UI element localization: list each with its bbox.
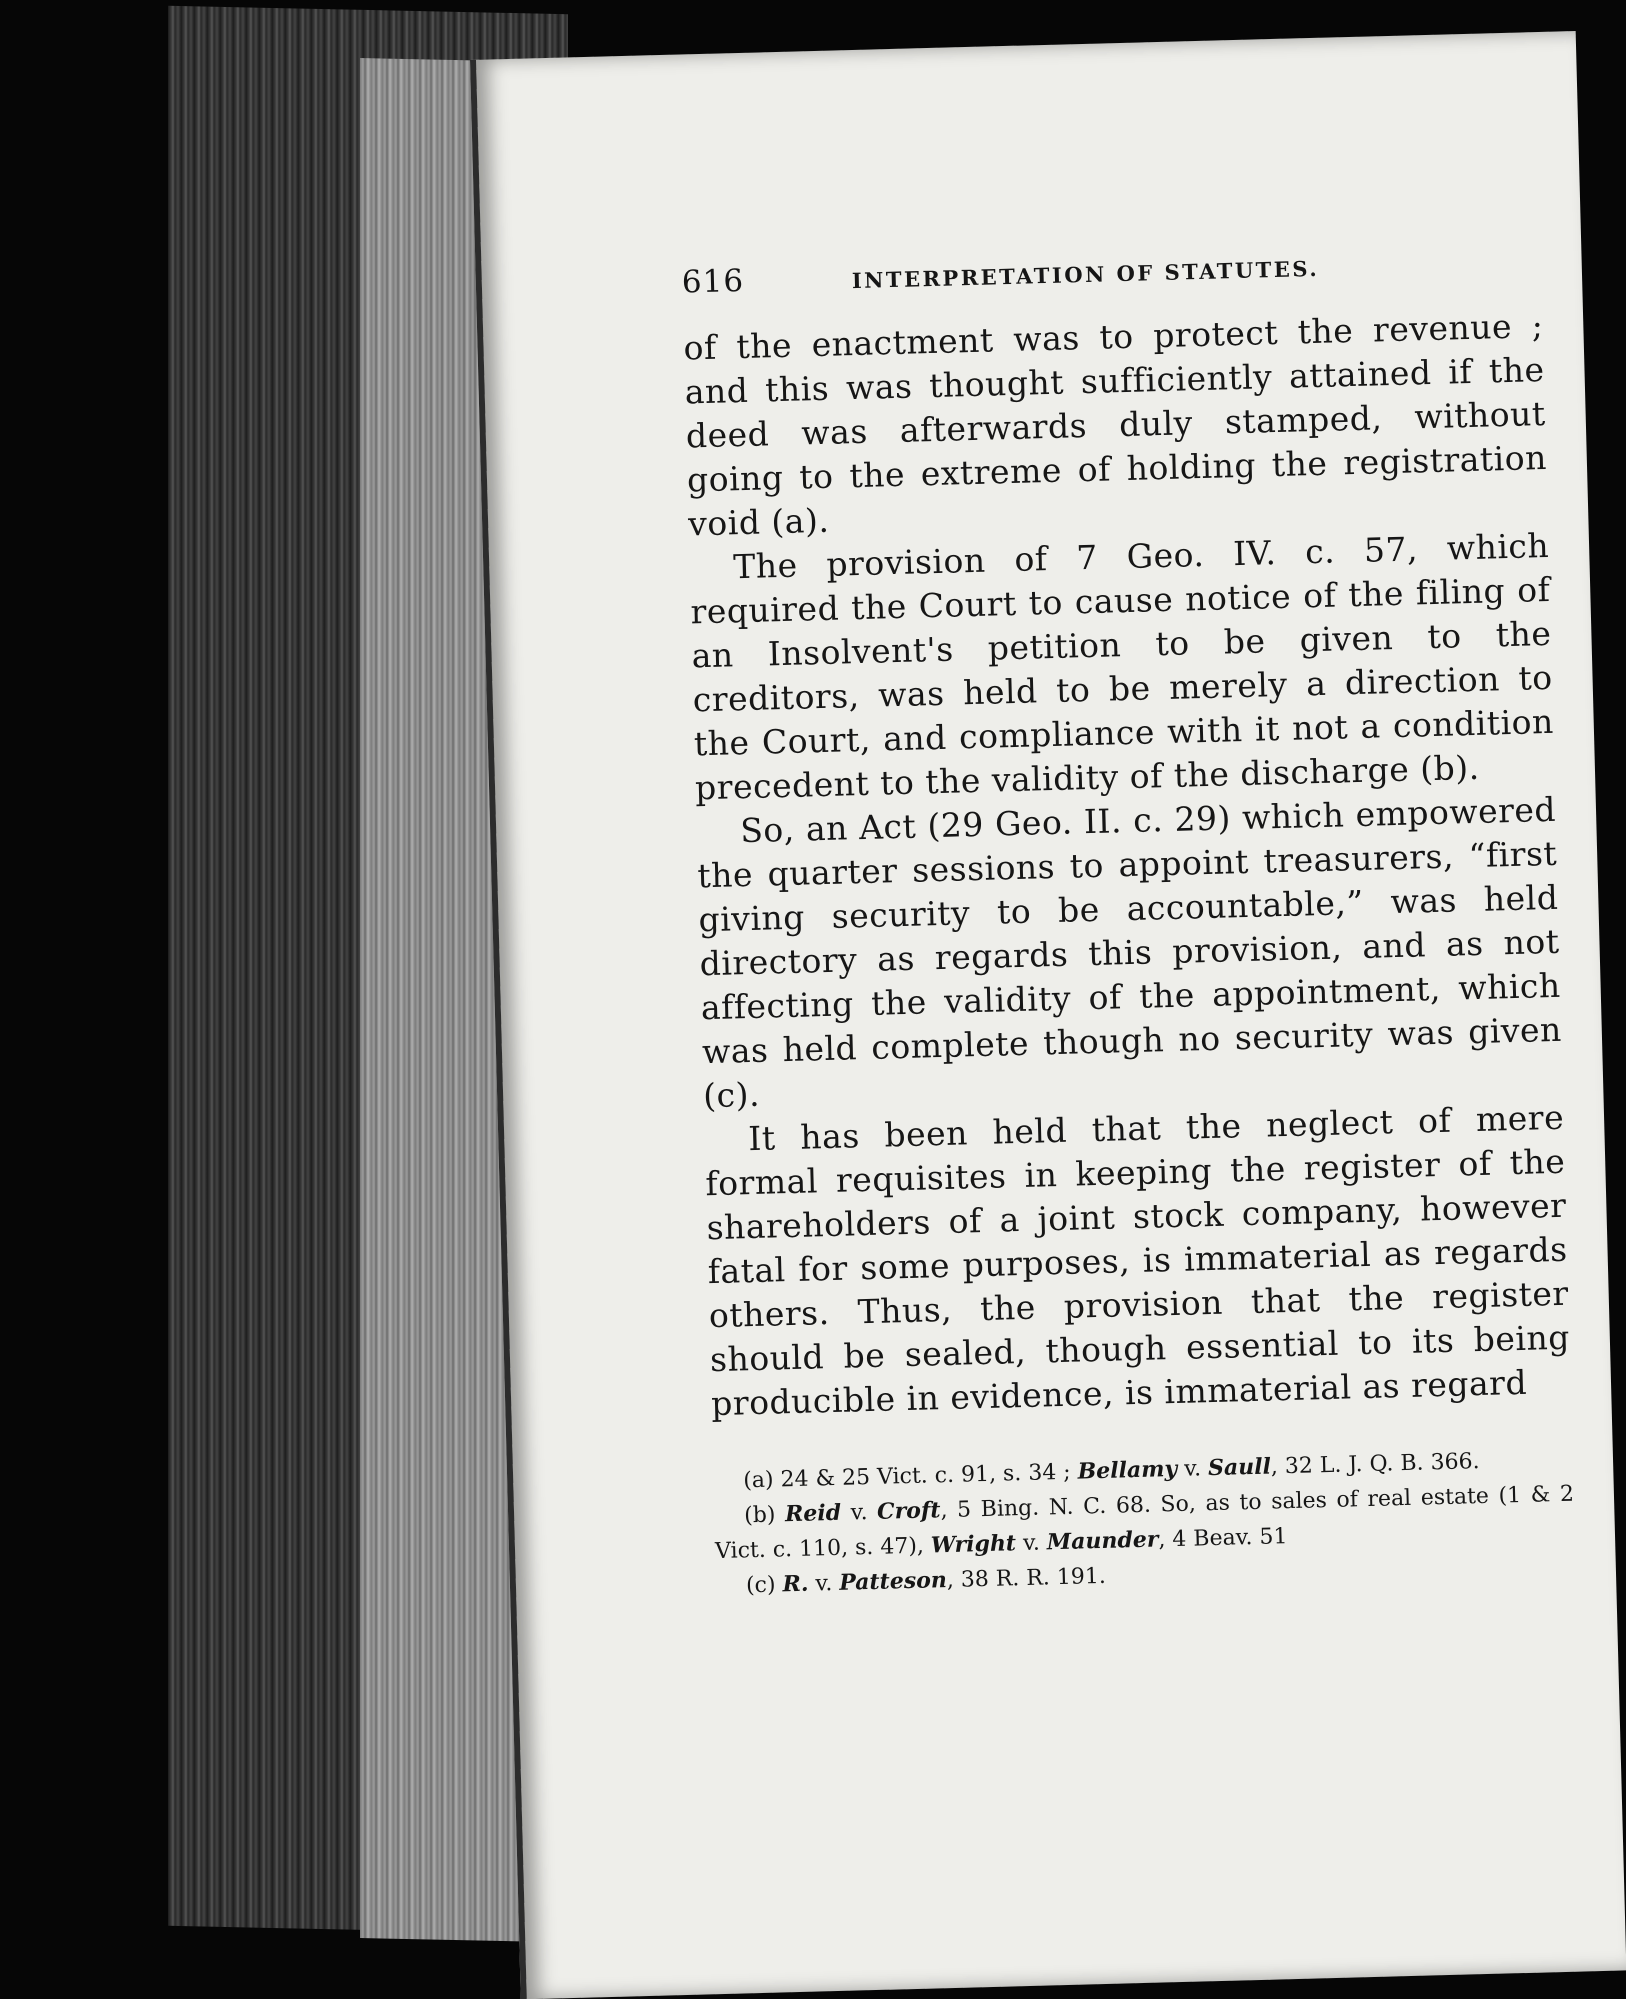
footnote-c: (c) R. v. Patteson, 38 R. R. 191. (745, 1563, 1107, 1599)
body-paragraph-2: The provision of 7 Geo. IV. c. 57, which required the Court to cause notice of the filing of an Insolvent's petition to be given to the creditors, was held to be merely a direction to the Court, and compliance with it not a condition precedent to the validity of the discharge (b). (690, 525, 1555, 808)
footnote-mark: (b) (743, 1502, 776, 1529)
footnote-mark: (a) (742, 1467, 774, 1494)
book-page (470, 31, 1626, 1999)
footnotes (713, 1442, 1576, 1604)
footnote-b: (b) Reid v. Croft, 5 Bing. N. C. 68. So, as to sales of real estate (1 & 2 Vict. c. 110, s. 47), Wright v. Maunder, 4 Beav. 51 (714, 1481, 1575, 1565)
running-head (681, 242, 1542, 308)
footnote-a: (a) 24 & 25 Vict. c. 91, s. 34 ; Bellamy v. Saull, 32 L. J. Q. B. 366. (742, 1449, 1480, 1494)
body-paragraph-3: So, an Act (29 Geo. II. c. 29) which empowered the quarter sessions to appoint treasurers, “first giving security to be accountable,” was held directory as regards this provision, and as not affecting the validity of the appointment, which was held complete though no security was given (c). (696, 789, 1563, 1116)
footnote-mark: (c) (745, 1572, 776, 1599)
body-paragraph-4: It has been held that the neglect of mere formal requisites in keeping the register of the shareholders of a joint stock company, however fatal for some purposes, is immaterial as regards others. Thus, the provision that the register should be sealed, though essential to its being producible in evidence, is immaterial as regard (704, 1097, 1571, 1424)
page-number: 616 (681, 262, 745, 301)
body-paragraph-1: of the enactment was to protect the revenue ; and this was thought sufficiently attained if the deed was afterwards duly stamped, without going to the extreme of holding the registration void (a). (683, 306, 1548, 544)
page-content (681, 242, 1576, 1604)
running-title: INTERPRETATION OF STATUTES. (851, 255, 1320, 294)
